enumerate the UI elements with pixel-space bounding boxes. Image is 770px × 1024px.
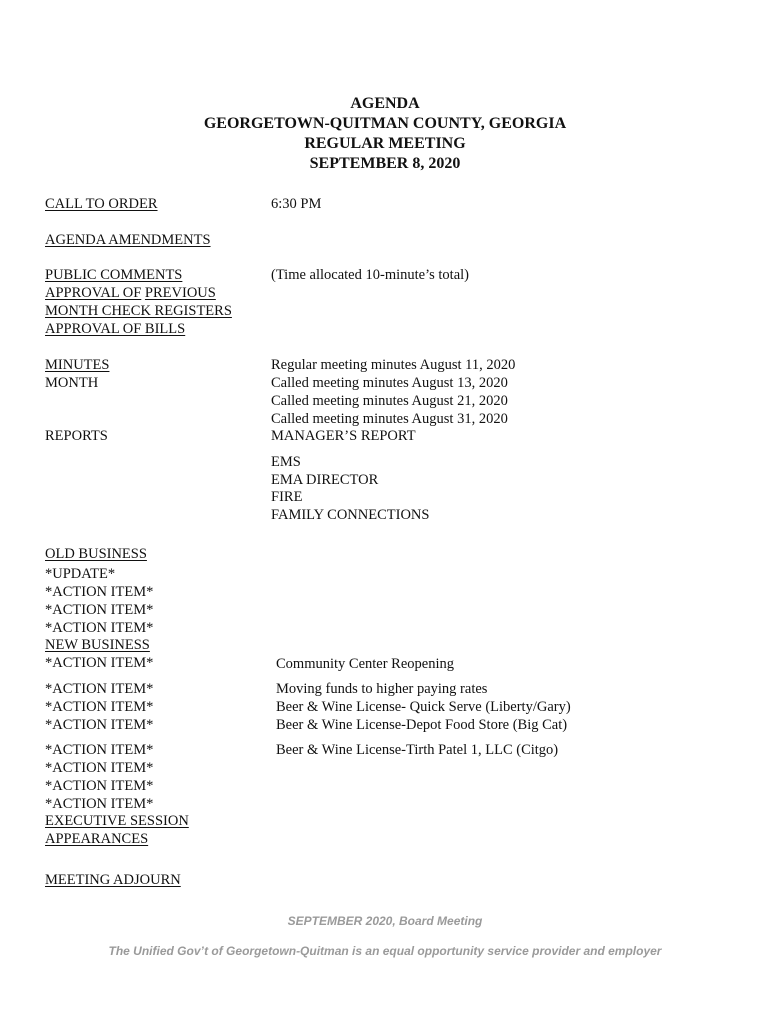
action-item: *ACTION ITEM* (45, 620, 154, 636)
new-business-item: Community Center Reopening (276, 656, 455, 672)
update-item: *UPDATE* (45, 566, 116, 582)
action-item: *ACTION ITEM* (45, 760, 154, 776)
header-agenda: AGENDA (350, 95, 420, 112)
action-item: *ACTION ITEM* (45, 602, 154, 618)
minutes-item: Called meeting minutes August 13, 2020 (271, 375, 508, 391)
previous-text: PREVIOUS (144, 285, 216, 301)
action-item: *ACTION ITEM* (45, 681, 154, 697)
report-item: MANAGER’S REPORT (271, 428, 416, 444)
footer-equal-opportunity: The Unified Gov’t of Georgetown-Quitman is an equal opportunity service provider and employer (108, 944, 662, 958)
report-item: EMA DIRECTOR (271, 472, 379, 488)
action-item: *ACTION ITEM* (45, 717, 154, 733)
public-comments-label: PUBLIC COMMENTS (45, 267, 183, 283)
executive-session-label: EXECUTIVE SESSION (45, 813, 189, 829)
action-item: *ACTION ITEM* (45, 778, 154, 794)
minutes-item: Called meeting minutes August 31, 2020 (271, 411, 508, 427)
public-comments-note: (Time allocated 10-minute’s total) (271, 267, 469, 283)
new-business-label: NEW BUSINESS (45, 637, 150, 653)
report-item: EMS (271, 454, 301, 470)
meeting-adjourn-label: MEETING ADJOURN (45, 872, 181, 888)
reports-label: REPORTS (45, 428, 108, 444)
new-business-item: Moving funds to higher paying rates (276, 681, 488, 697)
new-business-item: Beer & Wine License-Depot Food Store (Big Cat) (276, 717, 568, 733)
report-item: FAMILY CONNECTIONS (271, 507, 430, 523)
header-date: SEPTEMBER 8, 2020 (309, 155, 461, 172)
footer-meeting-label: SEPTEMBER 2020, Board Meeting (287, 914, 483, 928)
header-meeting-type: REGULAR MEETING (304, 135, 466, 152)
approval-of-text: APPROVAL OF (45, 285, 142, 301)
new-business-item: Beer & Wine License- Quick Serve (Liberty/Gary) (276, 699, 571, 715)
old-business-label: OLD BUSINESS (45, 546, 147, 562)
call-to-order-time: 6:30 PM (271, 196, 322, 212)
action-item: *ACTION ITEM* (45, 699, 154, 715)
action-item: *ACTION ITEM* (45, 796, 154, 812)
approval-of-bills-label: APPROVAL OF BILLS (45, 321, 186, 337)
minutes-item: Called meeting minutes August 21, 2020 (271, 393, 508, 409)
month-check-registers-label: MONTH CHECK REGISTERS (45, 303, 232, 319)
report-item: FIRE (271, 489, 303, 505)
minutes-item: Regular meeting minutes August 11, 2020 (271, 357, 516, 373)
agenda-amendments-label: AGENDA AMENDMENTS (45, 232, 211, 248)
header-county: GEORGETOWN-QUITMAN COUNTY, GEORGIA (203, 115, 567, 132)
action-item: *ACTION ITEM* (45, 655, 154, 671)
month-label: MONTH (45, 375, 99, 391)
action-item: *ACTION ITEM* (45, 584, 154, 600)
call-to-order-label: CALL TO ORDER (45, 196, 158, 212)
action-item: *ACTION ITEM* (45, 742, 154, 758)
approval-previous-label (45, 284, 216, 302)
agenda-header (0, 94, 770, 174)
minutes-label: MINUTES (45, 357, 110, 373)
appearances-label: APPEARANCES (45, 831, 149, 847)
new-business-item: Beer & Wine License-Tirth Patel 1, LLC (Citgo) (276, 742, 559, 758)
